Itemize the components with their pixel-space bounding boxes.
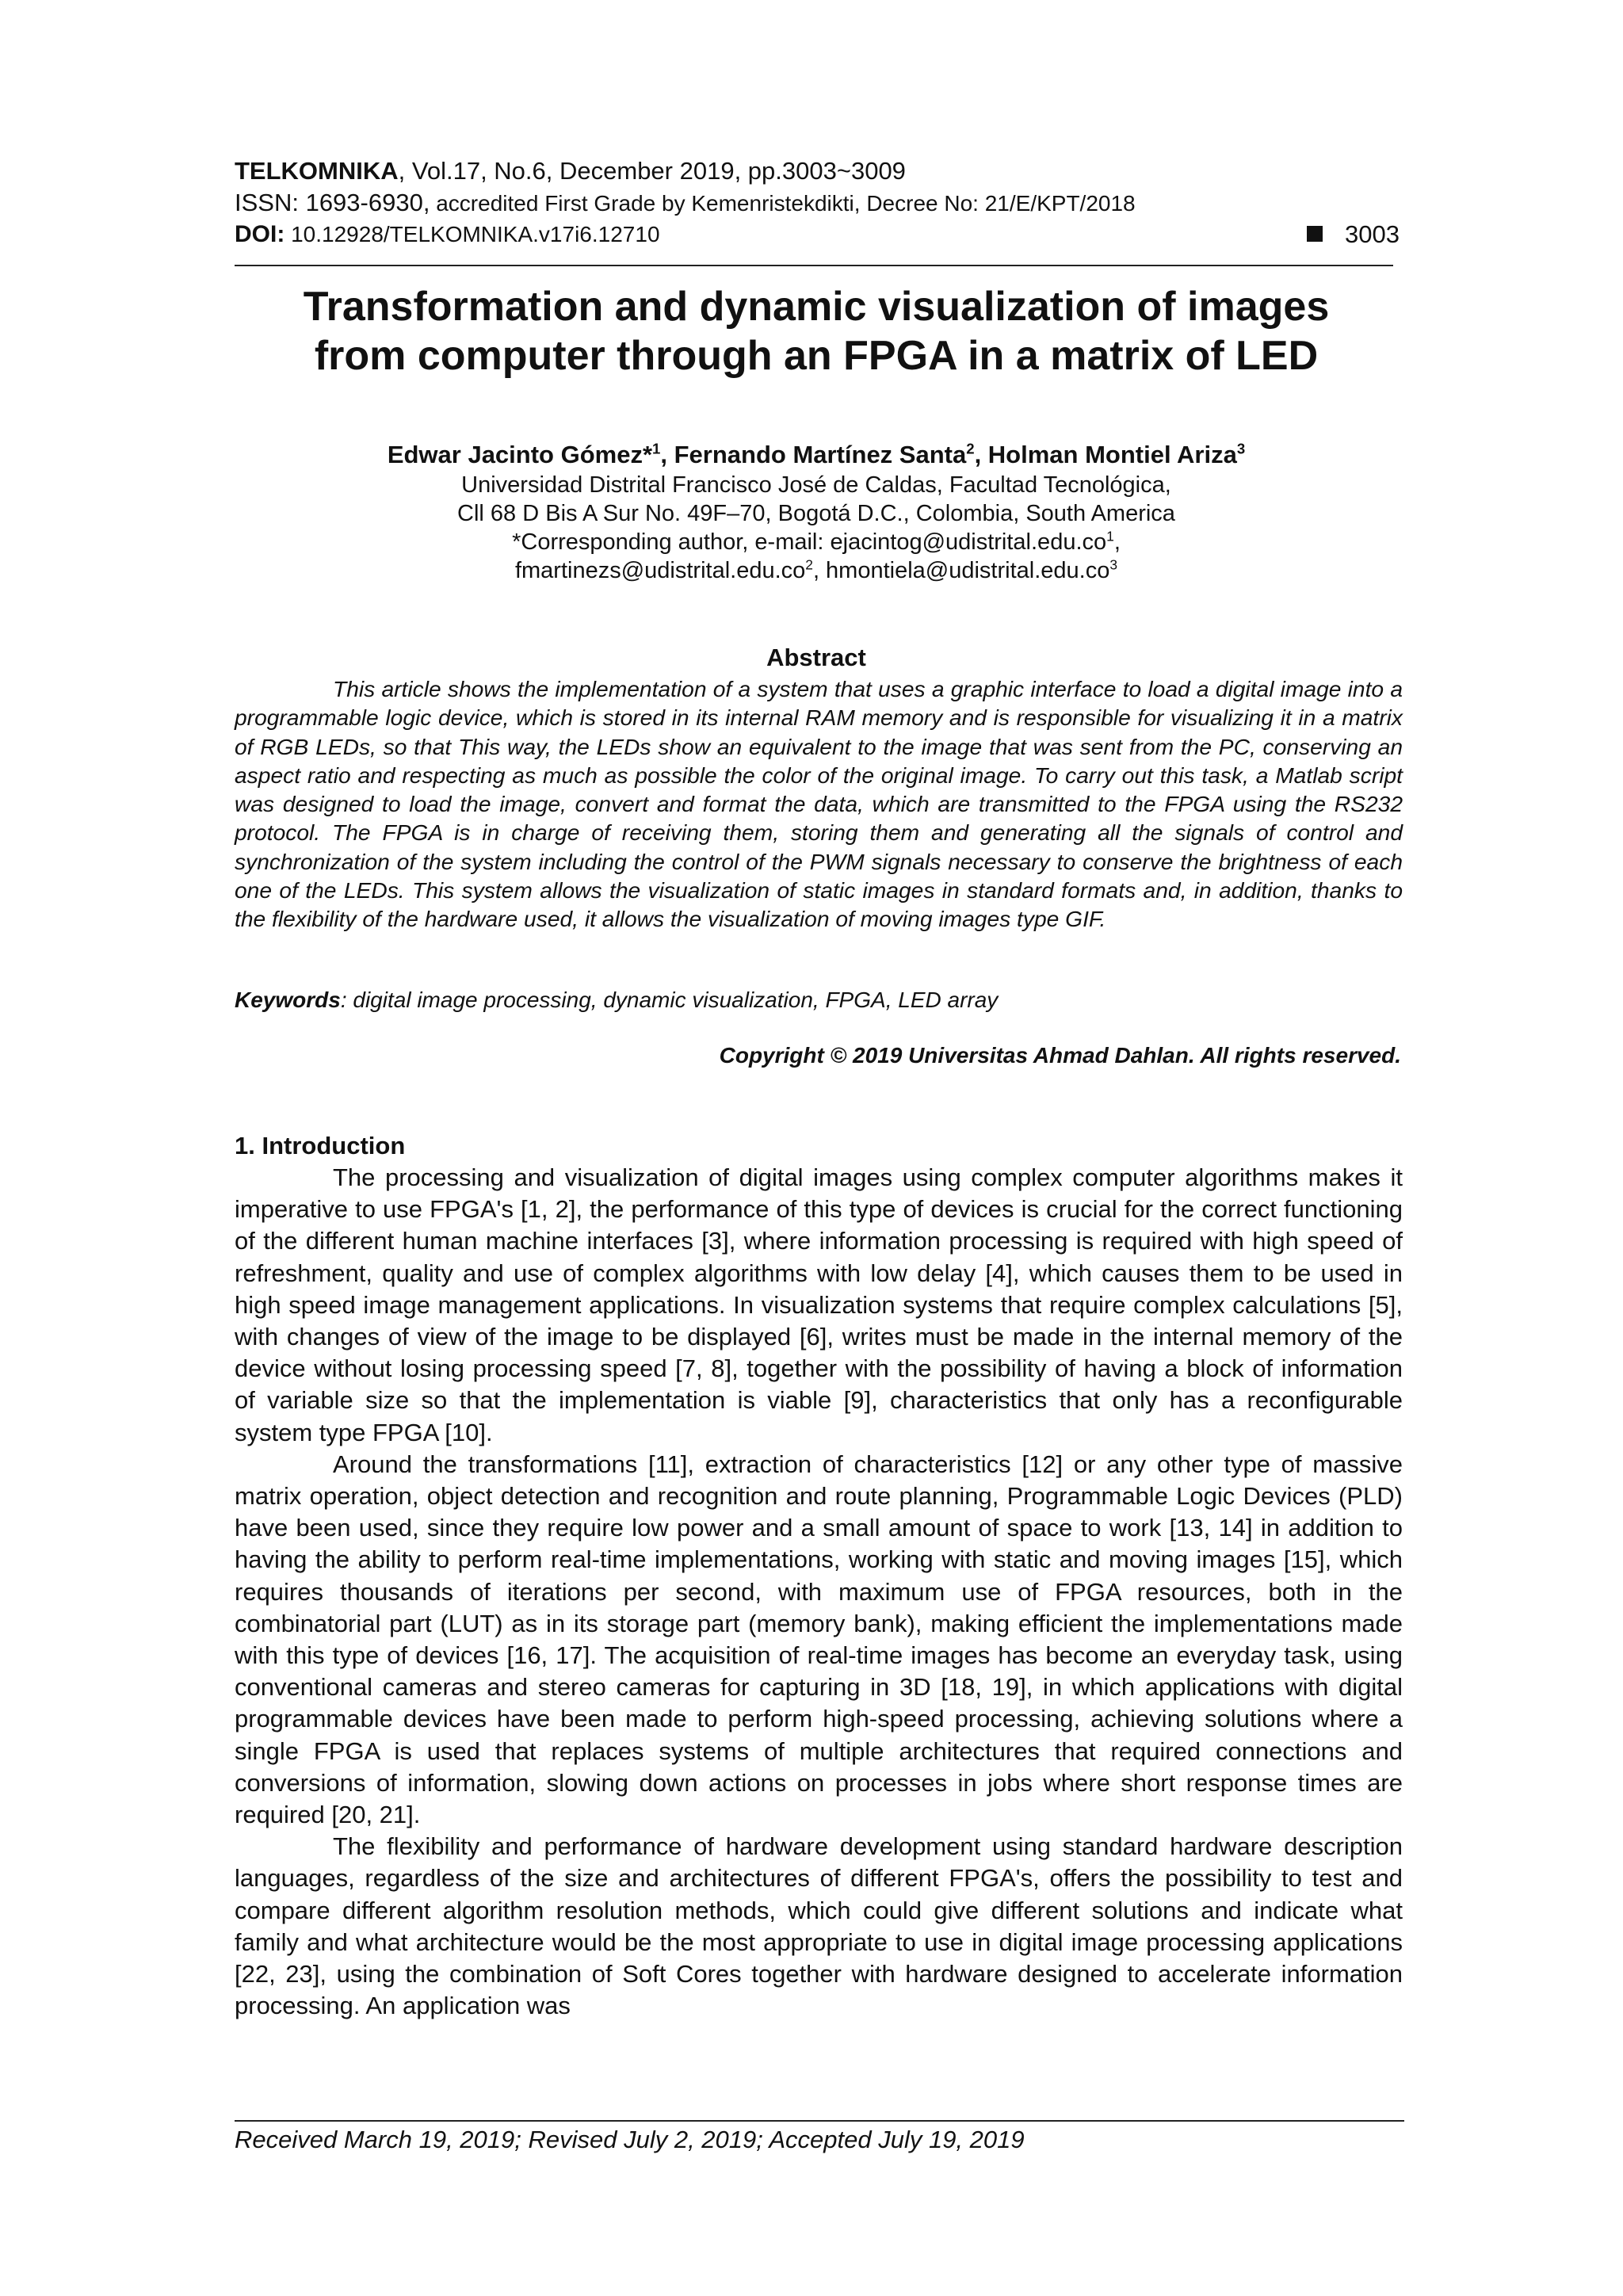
keywords — [235, 986, 998, 1014]
introduction-body — [235, 1162, 1403, 2022]
corresponding-email[interactable]: *Corresponding author, e-mail: ejacintog@udistrital.edu.co — [512, 529, 1107, 555]
author-3-marker: 3 — [1236, 440, 1246, 457]
author-2: , Fernando Martínez Santa — [660, 441, 967, 468]
keywords-label: Keywords — [235, 988, 341, 1012]
title-line-2: from computer through an FPGA in a matrix of LED — [314, 333, 1319, 379]
abstract-text: This article shows the implementation of a system that uses a graphic interface to load a digital image into a programmable logic device, which is stored in its internal RAM memory and is responsible for visualizing it in a matrix of RGB LEDs, so that This way, the LEDs show an equivalent to the image that was sent from the PC, conserving an aspect ratio and respecting as much as possible the color of the original image. To carry out this task, a Matlab script was designed to load the image, convert and format the data, which are transmitted to the FPGA using the RS232 protocol. The FPGA is in charge of receiving them, storing them and generating all the signals of control and synchronization of the system including the control of the PWM signals necessary to conserve the brightness of each one of the LEDs. This system allows the visualization of static images in standard formats and, in addition, thanks to the flexibility of the hardware used, it allows the visualization of moving images type GIF. — [235, 676, 1403, 932]
affiliation-block — [158, 471, 1474, 585]
email-3[interactable]: , hmontiela@udistrital.edu.co — [812, 558, 1110, 583]
page-number-value: 3003 — [1345, 220, 1400, 248]
author-1-marker: 1 — [652, 440, 661, 457]
author-3: , Holman Montiel Ariza — [974, 441, 1237, 468]
coauthor-emails-line — [158, 556, 1474, 585]
page-number — [1307, 219, 1400, 250]
affiliation-line-1: Universidad Distrital Francisco José de Caldas, Facultad Tecnológica, — [461, 472, 1171, 498]
journal-name: TELKOMNIKA — [235, 157, 399, 185]
square-bullet-icon — [1307, 226, 1323, 242]
doi-label: DOI: — [235, 221, 285, 247]
comma: , — [1113, 529, 1121, 555]
journal-volume: , Vol.17, No.6, December 2019, pp.3003~3009 — [398, 157, 906, 185]
header-rule — [235, 265, 1393, 266]
received-dates: Received March 19, 2019; Revised July 2, 2019; Accepted July 19, 2019 — [235, 2126, 1025, 2153]
intro-paragraph-3: The flexibility and performance of hardware development using standard hardware description languages, regardless of the size and architectures of different FPGA's, offers the possibility to test and compare different algorithm resolution methods, which could give different solutions and indicate what family and what architecture would be the most appropriate to use in digital image processing applications [22, 23], using the combination of Soft Cores together with hardware designed to accelerate information processing. An application was — [235, 1832, 1403, 2020]
section-heading-introduction: 1. Introduction — [235, 1132, 406, 1159]
intro-paragraph-1: The processing and visualization of digital images using complex computer algorithms makes it imperative to use FPGA's [1, 2], the performance of this type of devices is crucial for the correct functioning of the different human machine interfaces [3], where information processing is required with high speed of refreshment, quality and use of complex algorithms with low delay [4], which causes them to be used in high speed image management applications. In visualization systems that require complex calculations [5], with changes of view of the image to be displayed [6], writes must be made in the internal memory of the device without losing processing speed [7, 8], together with the possibility of having a block of information of variable size so that the implementation is viable [9], characteristics that only has a reconfigurable system type FPGA [10]. — [235, 1163, 1403, 1446]
doi-line — [235, 219, 1400, 250]
corresponding-author-line — [158, 528, 1474, 556]
doi-link[interactable]: 10.12928/TELKOMNIKA.v17i6.12710 — [285, 222, 660, 246]
title-line-1: Transformation and dynamic visualization of images — [303, 284, 1330, 330]
author-2-marker: 2 — [966, 440, 975, 457]
footer-rule — [235, 2120, 1404, 2122]
author-1: Edwar Jacinto Gómez* — [387, 441, 653, 468]
journal-citation — [235, 155, 906, 187]
paper-title — [190, 282, 1442, 380]
email-3-marker: 3 — [1109, 556, 1118, 573]
issn-line — [235, 187, 1136, 220]
abstract-body — [235, 674, 1403, 934]
accreditation-note: accredited First Grade by Kemenristekdikti, Decree No: 21/E/KPT/2018 — [430, 191, 1136, 216]
email-1-marker: 1 — [1106, 528, 1114, 544]
email-2-marker: 2 — [805, 556, 813, 573]
author-list — [158, 439, 1474, 471]
copyright-notice: Copyright © 2019 Universitas Ahmad Dahlan. All rights reserved. — [719, 1043, 1401, 1068]
intro-paragraph-2: Around the transformations [11], extraction of characteristics [12] or any other type of massive matrix operation, object detection and recognition and route planning, Programmable Logic Devices (PLD) have been used, since they require low power and a small amount of space to work [13, 14] in addition to having the ability to perform real-time implementations, working with static and moving images [15], which requires thousands of iterations per second, with maximum use of FPGA resources, both in the combinatorial part (LUT) as in its storage part (memory bank), making efficient the implementations made with this type of devices [16, 17]. The acquisition of real-time images has become an everyday task, using conventional cameras and stereo cameras for capturing in 3D [18, 19], in which applications with digital programmable devices have been made to perform high-speed processing, achieving solutions where a single FPGA is used that replaces systems of multiple architectures that required connections and conversions of information, slowing down actions on processes in jobs where short response times are required [20, 21]. — [235, 1450, 1403, 1829]
issn-label: ISSN: 1693-6930, — [235, 189, 430, 216]
keywords-text: : digital image processing, dynamic visualization, FPGA, LED array — [340, 988, 999, 1012]
affiliation-line-2: Cll 68 D Bis A Sur No. 49F–70, Bogotá D.C., Colombia, South America — [457, 501, 1175, 526]
abstract-heading: Abstract — [766, 644, 866, 671]
email-2[interactable]: fmartinezs@udistrital.edu.co — [514, 558, 806, 583]
